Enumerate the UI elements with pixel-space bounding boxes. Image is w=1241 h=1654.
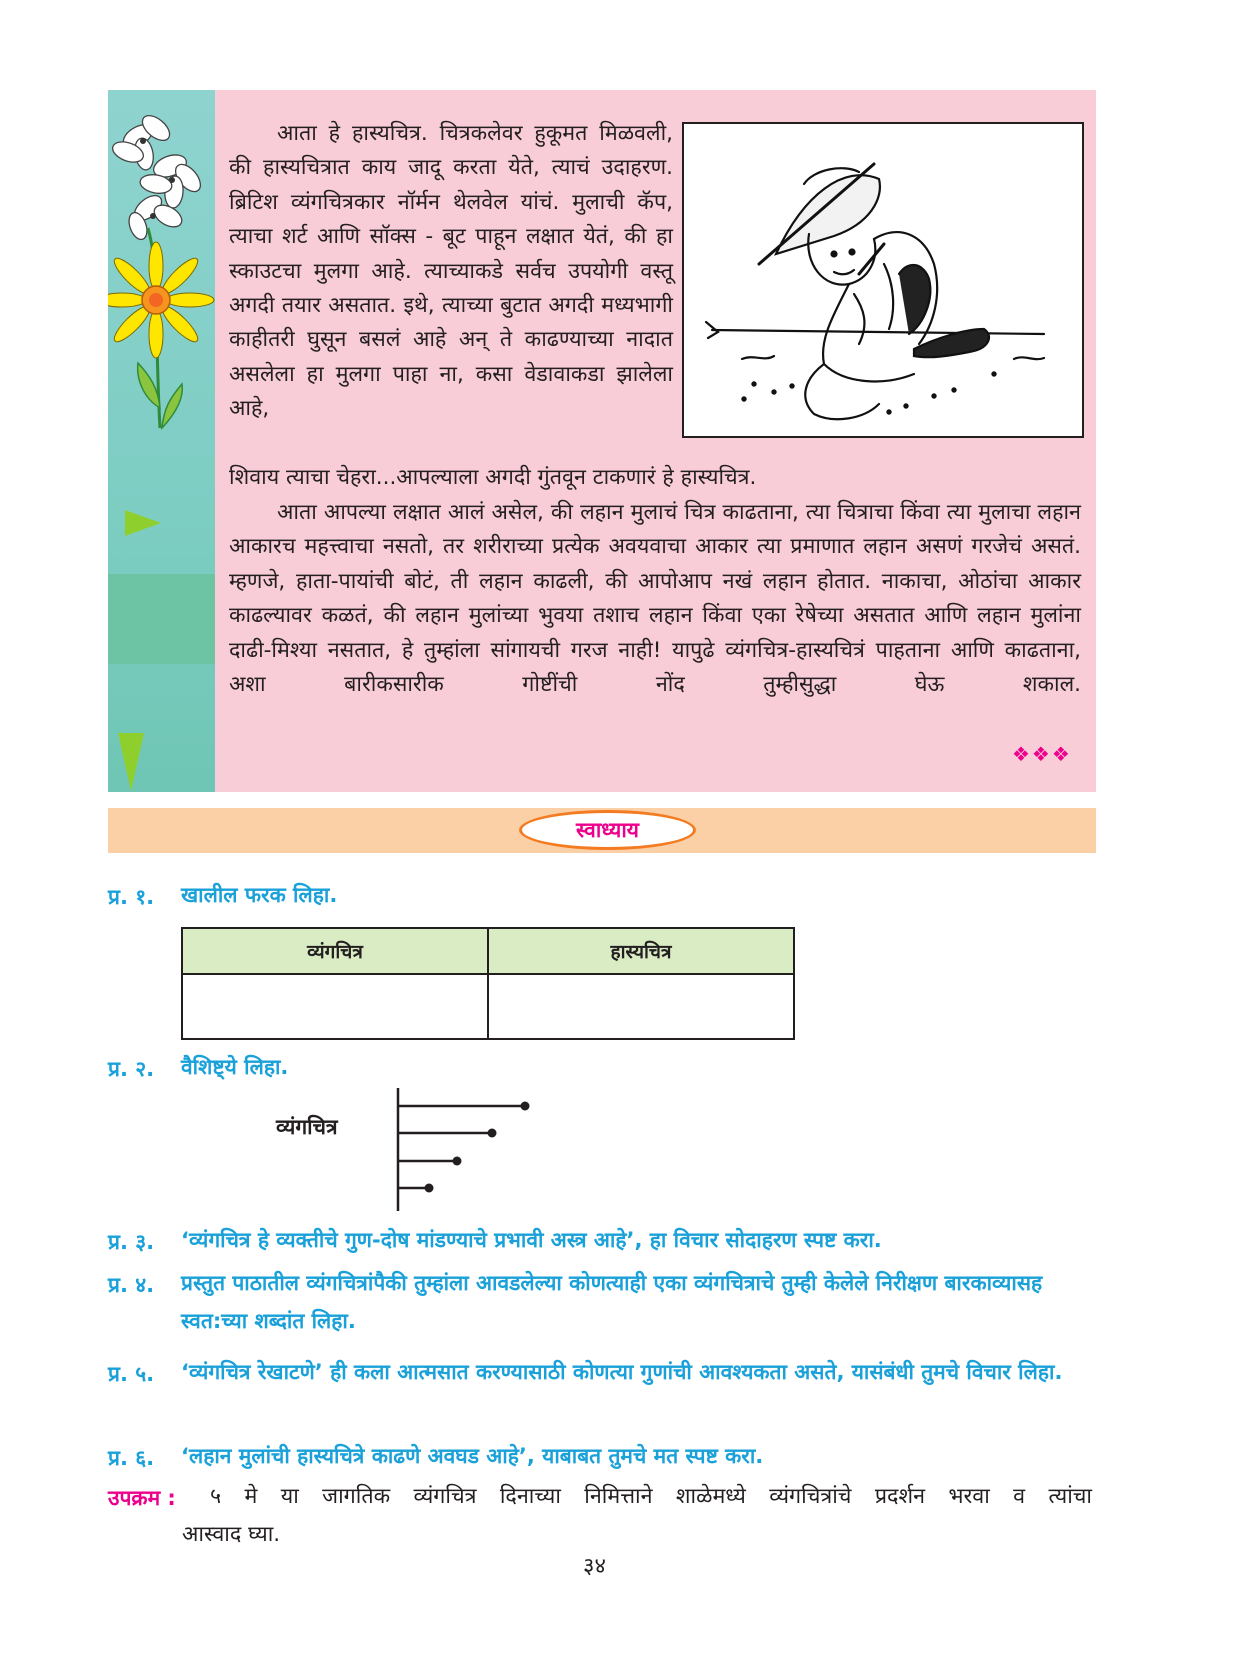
feature-branch	[398, 1184, 434, 1193]
question-3-number: प्र. ३.	[108, 1230, 155, 1254]
reading-paragraph-1-tail: शिवाय त्याचा चेहरा...आपल्याला अगदी गुंतवून टाकणारं हे हास्यचित्र.	[229, 465, 757, 490]
question-2-text: वैशिष्ट्ये लिहा.	[181, 1055, 289, 1079]
difference-table	[181, 927, 795, 1040]
table-row	[182, 974, 794, 1039]
reading-paragraph-2	[229, 496, 1081, 702]
flower-icon	[108, 108, 218, 448]
exercise-title: स्वाध्याय	[519, 810, 696, 850]
feature-diagram-label: व्यंगचित्र	[276, 1115, 338, 1139]
table-cell-cartoon[interactable]	[182, 974, 488, 1039]
feature-branch	[398, 1157, 462, 1166]
question-5-number: प्र. ५.	[108, 1362, 155, 1386]
green-triangle-down-icon	[118, 733, 144, 791]
activity-line-2: आस्वाद घ्या.	[182, 1522, 281, 1547]
question-1-text: खालील फरक लिहा.	[181, 883, 338, 907]
reading-paragraph-2-body: आता आपल्या लक्षात आलं असेल, की लहान मुलाचं चित्र काढताना, त्या चित्राचा किंवा त्या मुलाचा लहान आकारच महत्त्वाचा नसतो, तर शरीराच्या प्रत्येक अवयवाचा आकार त्या प्रमाणात लहान असणं गरजेचं असतं. म्हणजे, हाता-पायांची बोटं, ती लहान काढली, की आपोआप नखं लहान होतात. नाकाचा, ओठांचा आकार काढल्यावर कळतं, की लहान मुलांच्या भुवया तशाच लहान किंवा एका रेषेच्या असतात आणि लहान मुलांना दाढी-मिश्या नसतात, हे तुम्हांला सांगायची गरज नाही! यापुढे व्यंगचित्र-हास्यचित्रं पाहताना आणि काढताना, अशा बारीकसारीक गोष्टींची नोंद तुम्हीसुद्धा घेऊ	[229, 500, 1081, 698]
table-cell-humor[interactable]	[488, 974, 794, 1039]
end-mark-icon: ❖❖❖	[1012, 742, 1072, 766]
page-number: ३४	[583, 1554, 606, 1579]
feature-branch	[398, 1129, 497, 1138]
question-5-text: ‘व्यंगचित्र रेखाटणे’ ही कला आत्मसात करण्यासाठी कोणत्या गुणांची आवश्यकता असते, यासंबंधी तुमचे विचार लिहा.	[181, 1360, 1063, 1384]
feature-diagram	[390, 1088, 550, 1213]
table-header-cartoon: व्यंगचित्र	[182, 928, 488, 974]
question-6-number: प्र. ६.	[108, 1446, 155, 1470]
feature-branch	[398, 1102, 530, 1111]
question-3-text: ‘व्यंगचित्र हे व्यक्तीचे गुण-दोष मांडण्याचे प्रभावी अस्त्र आहे’, हा विचार सोदाहरण स्पष्ट करा.	[181, 1228, 882, 1252]
question-2-number: प्र. २.	[108, 1057, 155, 1081]
question-1-number: प्र. १.	[108, 885, 155, 909]
question-4-number: प्र. ४.	[108, 1273, 155, 1297]
table-header-row	[182, 928, 794, 974]
question-6-text: ‘लहान मुलांची हास्यचित्रे काढणे अवघड आहे’, याबाबत तुमचे मत स्पष्ट करा.	[181, 1444, 764, 1468]
activity-text	[182, 1478, 1092, 1554]
reading-paragraph-1: आता हे हास्यचित्र. चित्रकलेवर हुकूमत मिळवली, की हास्यचित्रात काय जादू करता येते, त्याचं उदाहरण. ब्रिटिश व्यंगचित्रकार नॉर्मन थेलवेल यांचं. मुलाची कॅप, त्याचा शर्ट आणि सॉक्स - बूट पाहून लक्षात येतं, की हा स्काउटचा मुलगा आहे. त्याच्याकडे सर्वच उपयोगी वस्तू अगदी तयार असतात. इथे, त्याच्या बुटात अगदी मध्यभागी काहीतरी घुसून बसलं आहे अन् ते काढण्याच्या नादात असलेला हा मुलगा पाहा ना, कसा वेडावाकडा झालेला आहे,	[229, 121, 673, 422]
reading-paragraph-2-last: शकाल.	[1022, 672, 1081, 698]
scout-boy-cartoon-icon	[682, 122, 1084, 438]
question-4-text: प्रस्तुत पाठातील व्यंगचित्रांपैकी तुम्हांला आवडलेल्या कोणत्याही एका व्यंगचित्राचे तुम्ही केलेले निरीक्षण बारकाव्यासह स्वत:च्या शब्दांत लिहा.	[181, 1271, 1043, 1333]
green-triangle-right-icon	[125, 510, 161, 536]
activity-label: उपक्रम :	[108, 1486, 176, 1510]
activity-line-1: ५ मे या जागतिक व्यंगचित्र दिनाच्या निमित्ताने शाळेमध्ये व्यंगचित्रांचे प्रदर्शन भरवा व त्यांचा	[210, 1484, 1092, 1509]
table-header-humor: हास्यचित्र	[488, 928, 794, 974]
side-strip-band	[108, 574, 215, 664]
